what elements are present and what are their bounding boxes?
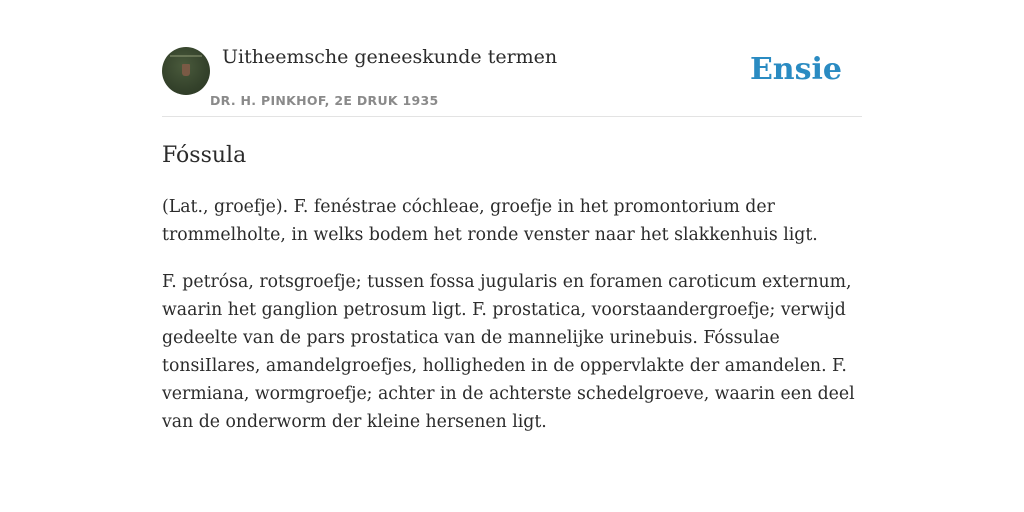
source-title[interactable]: Uitheemsche geneeskunde termen [222,46,558,68]
entry-paragraph: (Lat., groefje). F. fenéstrae cóchleae, groefje in het promontorium der trommelholte, in welks bodem het ronde venster naar het slakkenhuis ligt. [162,197,818,245]
book-cover-icon[interactable] [162,47,210,95]
page-container [162,0,862,436]
entry-title: Fóssula [162,143,247,168]
cover-emblem [182,64,190,76]
brand-logo[interactable]: Ensie [749,52,842,87]
source-author: DR. H. PINKHOF, 2E DRUK 1935 [210,93,439,108]
entry-paragraph: F. petrósa, rotsgroefje; tussen fossa jugularis en foramen caroticum externum, waarin het ganglion petrosum ligt. F. prostatica, voorstaandergroefje; verwijd gedeelte van de pars prostatica van de mannelijke urinebuis. Fóssulae tonsiIlares, amandelgroefjes, holligheden in de oppervlakte der amandelen. F. vermiana, wormgroefje; achter in de achterste schedelgroeve, waarin een deel van de onderworm der kleine hersenen ligt. [162,272,855,432]
entry-body [162,193,862,436]
header [162,0,862,117]
cover-band [170,55,202,57]
